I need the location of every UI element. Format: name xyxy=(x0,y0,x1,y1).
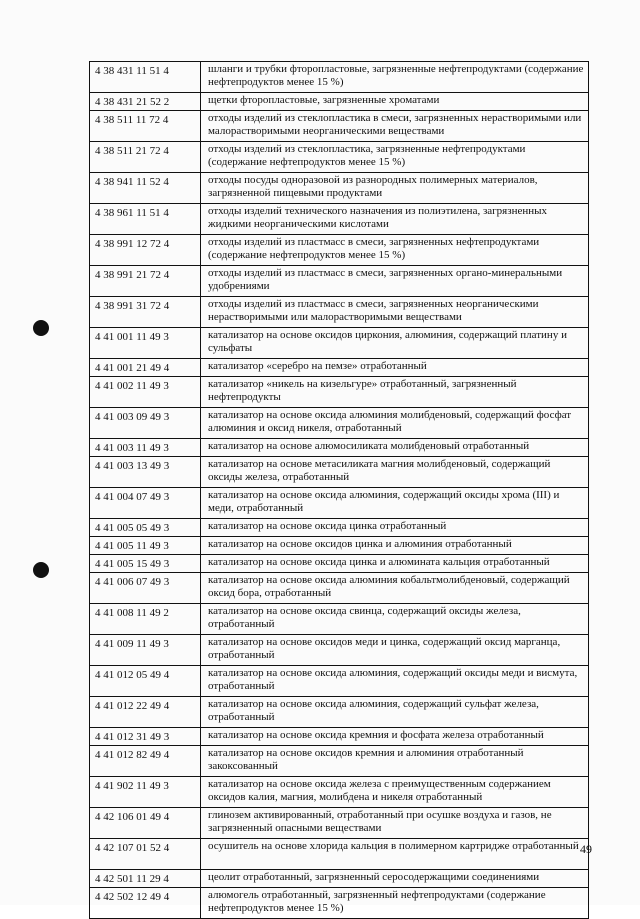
waste-code-cell: 4 41 003 11 49 3 xyxy=(90,439,201,457)
waste-description-cell: катализатор на основе оксида свинца, содержащий оксиды железа, отработанный xyxy=(201,604,589,635)
waste-description-cell: катализатор на основе оксида алюминия, содержащий оксиды хрома (III) и меди, отработанный xyxy=(201,488,589,519)
waste-classification-table xyxy=(89,61,589,919)
waste-description-cell: катализатор на основе оксида железа с преимущественным содержанием оксидов калия, магния, молибдена и никеля отработанный xyxy=(201,777,589,808)
table-row xyxy=(90,519,589,537)
waste-code-cell: 4 41 009 11 49 3 xyxy=(90,635,201,666)
waste-code-cell: 4 38 431 11 51 4 xyxy=(90,62,201,93)
table-row xyxy=(90,439,589,457)
waste-code-cell: 4 41 005 15 49 3 xyxy=(90,555,201,573)
table-row xyxy=(90,204,589,235)
table-row xyxy=(90,235,589,266)
table-body xyxy=(90,62,589,919)
waste-description-cell: отходы изделий из пластмасс в смеси, загрязненных нефтепродуктами (содержание нефтепродуктов менее 15 %) xyxy=(201,235,589,266)
table-row xyxy=(90,266,589,297)
waste-description-cell: катализатор на основе оксида цинка отработанный xyxy=(201,519,589,537)
waste-code-cell: 4 41 012 82 49 4 xyxy=(90,746,201,777)
waste-description-cell: отходы изделий из стеклопластика в смеси, загрязненных нерастворимыми или малорастворимыми неорганическими веществами xyxy=(201,111,589,142)
waste-description-cell: катализатор на основе оксида кремния и фосфата железа отработанный xyxy=(201,728,589,746)
waste-description-cell: шланги и трубки фторопластовые, загрязненные нефтепродуктами (содержание нефтепродуктов менее 15 %) xyxy=(201,62,589,93)
waste-description-cell: катализатор на основе оксидов кремния и алюминия отработанный закоксованный xyxy=(201,746,589,777)
waste-description-cell: катализатор на основе оксидов меди и цинка, содержащий оксид марганца, отработанный xyxy=(201,635,589,666)
waste-description-cell: катализатор на основе оксидов циркония, алюминия, содержащий платину и сульфаты xyxy=(201,328,589,359)
waste-description-cell: отходы изделий из пластмасс в смеси, загрязненных органо-минеральными удобрениями xyxy=(201,266,589,297)
waste-description-cell: катализатор «серебро на пемзе» отработанный xyxy=(201,359,589,377)
waste-description-cell: катализатор на основе оксида алюминия молибденовый, содержащий фосфат алюминия и оксид никеля, отработанный xyxy=(201,408,589,439)
table-row xyxy=(90,666,589,697)
waste-description-cell: осушитель на основе хлорида кальция в полимерном картридже отработанный xyxy=(201,839,589,870)
punch-hole-mark xyxy=(33,320,49,336)
table-row xyxy=(90,573,589,604)
waste-description-cell: катализатор на основе оксида алюминия, содержащий сульфат железа, отработанный xyxy=(201,697,589,728)
waste-description-cell: щетки фторопластовые, загрязненные хроматами xyxy=(201,93,589,111)
waste-description-cell: катализатор на основе оксида алюминия кобальтмолибденовый, содержащий оксид бора, отработанный xyxy=(201,573,589,604)
waste-code-cell: 4 38 941 11 52 4 xyxy=(90,173,201,204)
waste-code-cell: 4 38 431 21 52 2 xyxy=(90,93,201,111)
table-row xyxy=(90,555,589,573)
waste-description-cell: отходы изделий технического назначения из полиэтилена, загрязненных жидкими неорганическими кислотами xyxy=(201,204,589,235)
page-number: 49 xyxy=(580,842,592,856)
waste-code-cell: 4 38 991 21 72 4 xyxy=(90,266,201,297)
waste-code-cell: 4 41 012 22 49 4 xyxy=(90,697,201,728)
waste-code-cell: 4 42 106 01 49 4 xyxy=(90,808,201,839)
table-row xyxy=(90,488,589,519)
table-row xyxy=(90,359,589,377)
waste-code-cell: 4 42 501 11 29 4 xyxy=(90,870,201,888)
waste-description-cell: алюмогель отработанный, загрязненный нефтепродуктами (содержание нефтепродуктов менее 15 %) xyxy=(201,888,589,919)
waste-code-cell: 4 41 012 31 49 3 xyxy=(90,728,201,746)
table-row xyxy=(90,635,589,666)
waste-code-cell: 4 42 107 01 52 4 xyxy=(90,839,201,870)
waste-code-cell: 4 41 006 07 49 3 xyxy=(90,573,201,604)
waste-code-cell: 4 41 002 11 49 3 xyxy=(90,377,201,408)
waste-description-cell: отходы посуды одноразовой из разнородных полимерных материалов, загрязненной пищевыми продуктами xyxy=(201,173,589,204)
table-row xyxy=(90,746,589,777)
waste-code-cell: 4 41 008 11 49 2 xyxy=(90,604,201,635)
waste-description-cell: катализатор на основе оксида цинка и алюмината кальция отработанный xyxy=(201,555,589,573)
waste-description-cell: глинозем активированный, отработанный при осушке воздуха и газов, не загрязненный опасными веществами xyxy=(201,808,589,839)
waste-description-cell: отходы изделий из стеклопластика, загрязненные нефтепродуктами (содержание нефтепродуктов менее 15 %) xyxy=(201,142,589,173)
table-row xyxy=(90,728,589,746)
table-row xyxy=(90,62,589,93)
waste-code-cell: 4 42 502 12 49 4 xyxy=(90,888,201,919)
table-row xyxy=(90,297,589,328)
table-row xyxy=(90,408,589,439)
waste-code-cell: 4 41 012 05 49 4 xyxy=(90,666,201,697)
waste-code-cell: 4 38 961 11 51 4 xyxy=(90,204,201,235)
waste-code-cell: 4 38 511 11 72 4 xyxy=(90,111,201,142)
table-row xyxy=(90,604,589,635)
table-row xyxy=(90,328,589,359)
waste-description-cell: отходы изделий из пластмасс в смеси, загрязненных неорганическими нерастворимыми или малорастворимыми веществами xyxy=(201,297,589,328)
table-row xyxy=(90,697,589,728)
waste-code-cell: 4 41 004 07 49 3 xyxy=(90,488,201,519)
table-row xyxy=(90,537,589,555)
table-row xyxy=(90,93,589,111)
punch-hole-mark xyxy=(33,562,49,578)
waste-description-cell: катализатор на основе метасиликата магния молибденовый, содержащий оксиды железа, отработанный xyxy=(201,457,589,488)
waste-code-cell: 4 38 991 31 72 4 xyxy=(90,297,201,328)
waste-description-cell: катализатор на основе оксида алюминия, содержащий оксиды меди и висмута, отработанный xyxy=(201,666,589,697)
waste-code-cell: 4 41 003 13 49 3 xyxy=(90,457,201,488)
waste-code-cell: 4 41 001 11 49 3 xyxy=(90,328,201,359)
waste-code-cell: 4 41 003 09 49 3 xyxy=(90,408,201,439)
table-row xyxy=(90,111,589,142)
table-row xyxy=(90,457,589,488)
table-row xyxy=(90,777,589,808)
table-row xyxy=(90,173,589,204)
table-row xyxy=(90,142,589,173)
table-row xyxy=(90,839,589,870)
table-row xyxy=(90,808,589,839)
table-row xyxy=(90,870,589,888)
waste-code-cell: 4 41 001 21 49 4 xyxy=(90,359,201,377)
waste-code-cell: 4 41 005 05 49 3 xyxy=(90,519,201,537)
waste-description-cell: катализатор на основе оксидов цинка и алюминия отработанный xyxy=(201,537,589,555)
waste-description-cell: цеолит отработанный, загрязненный серосодержащими соединениями xyxy=(201,870,589,888)
waste-description-cell: катализатор на основе алюмосиликата молибденовый отработанный xyxy=(201,439,589,457)
waste-code-cell: 4 41 005 11 49 3 xyxy=(90,537,201,555)
waste-description-cell: катализатор «никель на кизельгуре» отработанный, загрязненный нефтепродукты xyxy=(201,377,589,408)
table-row xyxy=(90,888,589,919)
waste-code-cell: 4 38 511 21 72 4 xyxy=(90,142,201,173)
waste-code-cell: 4 38 991 12 72 4 xyxy=(90,235,201,266)
waste-code-cell: 4 41 902 11 49 3 xyxy=(90,777,201,808)
table-row xyxy=(90,377,589,408)
